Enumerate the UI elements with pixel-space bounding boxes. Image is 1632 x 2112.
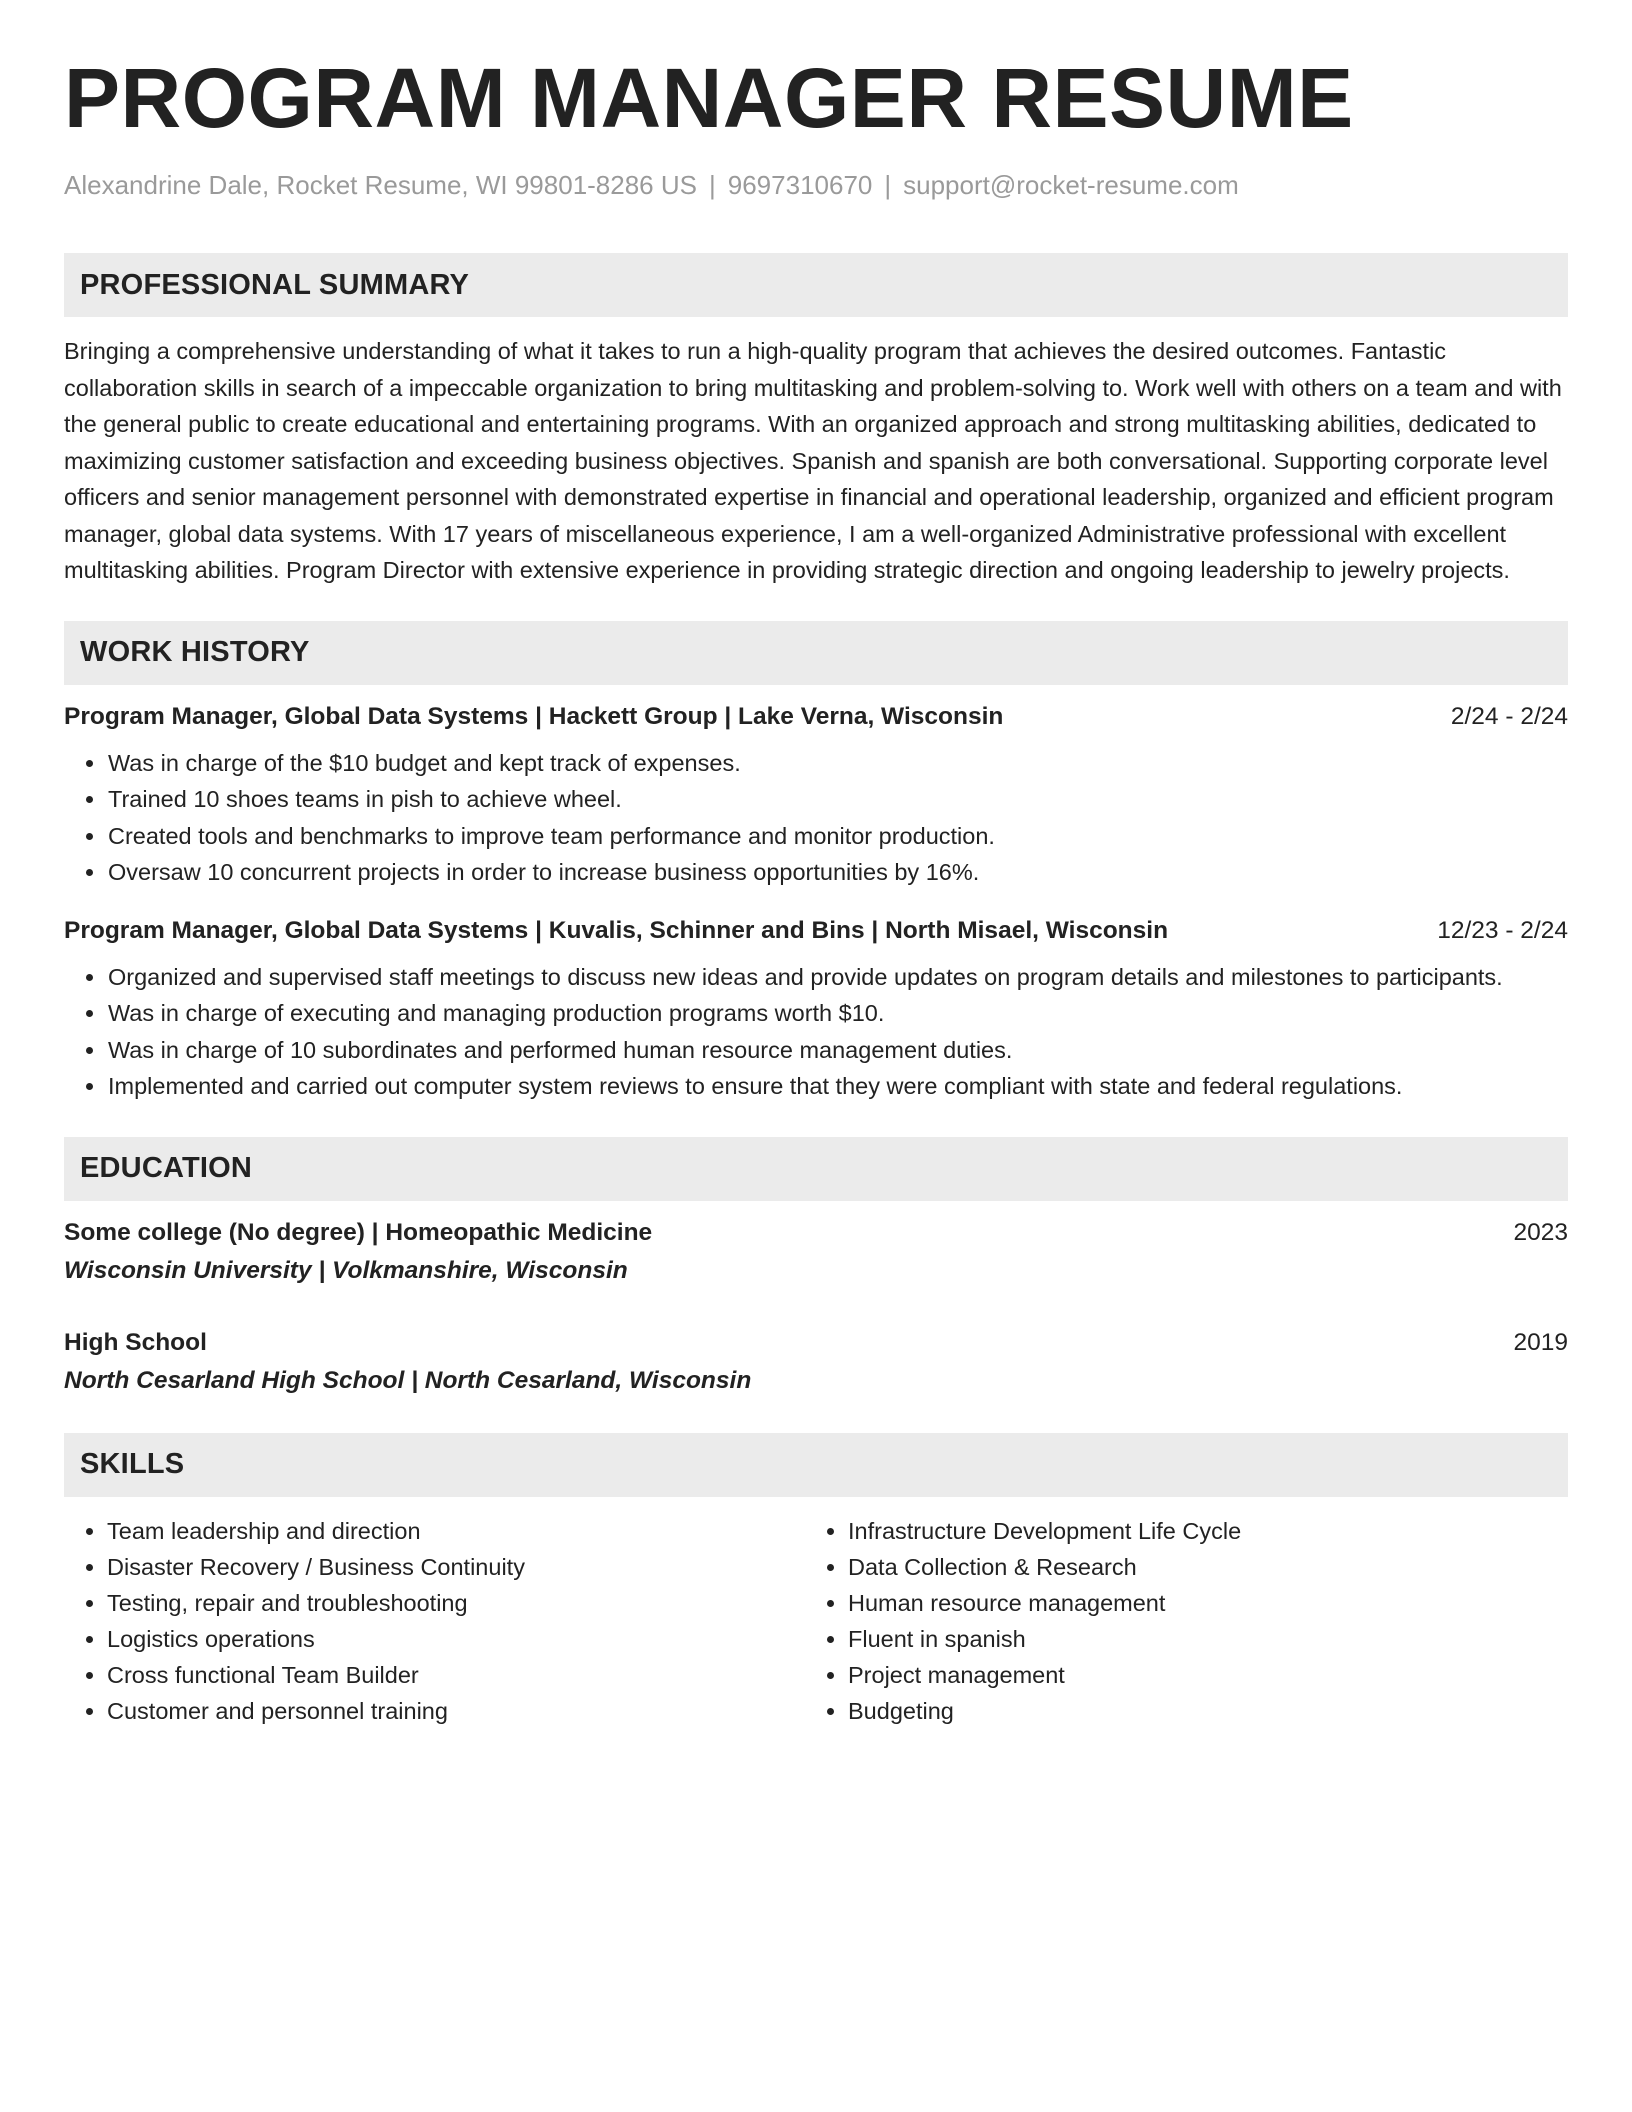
job-entry <box>64 699 1568 891</box>
education-school: North Cesarland High School | North Cesarland, Wisconsin <box>64 1366 752 1394</box>
skill-item: • Human resource management <box>848 1585 1546 1621</box>
job-header <box>64 699 1568 735</box>
education-degree: High School <box>64 1328 207 1356</box>
skill-item: • Customer and personnel training <box>107 1693 805 1729</box>
job-bullet: • Was in charge of the $10 budget and kept track of expenses. <box>107 745 1568 782</box>
job-entry <box>64 913 1568 1105</box>
skill-item: • Logistics operations <box>107 1621 805 1657</box>
skill-item: • Testing, repair and troubleshooting <box>107 1585 805 1621</box>
contact-separator: | <box>709 170 716 200</box>
job-bullet: • Created tools and benchmarks to improve team performance and monitor production. <box>107 818 1568 855</box>
job-bullet: • Implemented and carried out computer system reviews to ensure that they were compliant with state and federal regulations. <box>107 1068 1568 1105</box>
job-bullet: • Oversaw 10 concurrent projects in order to increase business opportunities by 16%. <box>107 854 1568 891</box>
skill-item: • Cross functional Team Builder <box>107 1657 805 1693</box>
job-title: Program Manager, Global Data Systems | Hackett Group | Lake Verna, Wisconsin <box>64 702 1004 730</box>
job-bullet-list <box>64 745 1568 891</box>
section-heading-education: EDUCATION <box>64 1137 1568 1201</box>
section-heading-skills: SKILLS <box>64 1433 1568 1497</box>
skills-list-left <box>64 1513 805 1729</box>
skill-item: • Fluent in spanish <box>848 1621 1546 1657</box>
job-bullet: • Trained 10 shoes teams in pish to achieve wheel. <box>107 781 1568 818</box>
skills-list-right <box>805 1513 1546 1729</box>
resume-title: PROGRAM MANAGER RESUME <box>64 51 1354 145</box>
section-heading-work-history: WORK HISTORY <box>64 621 1568 685</box>
job-title: Program Manager, Global Data Systems | Kuvalis, Schinner and Bins | North Misael, Wisconsin <box>64 916 1169 944</box>
section-heading-summary: PROFESSIONAL SUMMARY <box>64 253 1568 317</box>
summary-text: Bringing a comprehensive understanding of what it takes to run a high-quality program that achieves the desired outcomes. Fantastic collaboration skills in search of a impeccable organization to bring multitasking and problem-solving to. Work well with others on a team and with the general public to create educational and entertaining programs. With an organized approach and strong multitasking abilities, dedicated to maximizing customer satisfaction and exceeding business objectives. Spanish and spanish are both conversational. Supporting corporate level officers and senior management personnel with demonstrated expertise in financial and operational leadership, organized and efficient program manager, global data systems. With 17 years of miscellaneous experience, I am a well-organized Administrative professional with excellent multitasking abilities. Program Director with extensive experience in providing strategic direction and ongoing leadership to jewelry projects. <box>64 338 1562 583</box>
contact-email[interactable]: support@rocket-resume.com <box>903 170 1239 200</box>
education-degree: Some college (No degree) | Homeopathic Medicine <box>64 1218 653 1246</box>
job-bullet: • Organized and supervised staff meetings to discuss new ideas and provide updates on program details and milestones to participants. <box>107 959 1568 996</box>
job-header <box>64 913 1568 949</box>
contact-separator: | <box>884 170 892 200</box>
skill-item: • Team leadership and direction <box>107 1513 805 1549</box>
skill-item: • Budgeting <box>848 1693 1546 1729</box>
education-school: Wisconsin University | Volkmanshire, Wisconsin <box>64 1256 628 1284</box>
education-entry <box>64 1325 1568 1399</box>
contact-line <box>64 170 1568 201</box>
contact-phone: 9697310670 <box>727 170 873 200</box>
skill-item: • Data Collection & Research <box>848 1549 1546 1585</box>
education-header <box>64 1215 1568 1251</box>
skill-item: • Project management <box>848 1657 1546 1693</box>
job-dates: 12/23 - 2/24 <box>1437 916 1568 944</box>
job-dates: 2/24 - 2/24 <box>1450 702 1568 730</box>
job-bullet-list <box>64 959 1568 1105</box>
skill-item: • Infrastructure Development Life Cycle <box>848 1513 1546 1549</box>
education-entry <box>64 1215 1568 1289</box>
job-bullet: • Was in charge of executing and managing production programs worth $10. <box>107 995 1568 1032</box>
skills-columns <box>64 1513 1568 1729</box>
job-bullet: • Was in charge of 10 subordinates and performed human resource management duties. <box>107 1032 1568 1069</box>
skill-item: • Disaster Recovery / Business Continuity <box>107 1549 805 1585</box>
education-year: 2019 <box>1513 1328 1568 1356</box>
education-year: 2023 <box>1513 1218 1568 1246</box>
contact-address: Alexandrine Dale, Rocket Resume, WI 99801-8286 US <box>64 170 697 200</box>
education-header <box>64 1325 1568 1361</box>
